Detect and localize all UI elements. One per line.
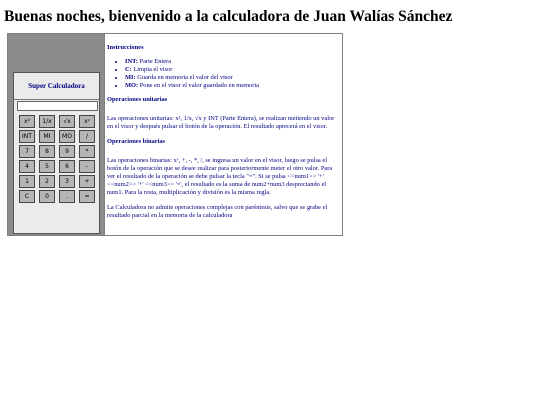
key-divide[interactable]: /: [79, 130, 95, 143]
list-item: [125, 74, 336, 82]
instruction-text: Pone en el visor el valor guardado en memoria: [138, 82, 259, 89]
instruction-key: INT:: [125, 58, 139, 65]
calculator-column: [8, 34, 105, 235]
binary-operations-text: Las operaciones binarias: xʸ, +, -, *, /, se ingresa un valor en el visor, luego se pulsa el botón de la operación que se desee realizar para posteriormente meter el otro valor. Para ver el resultado de la operación se debe pulsar la tecla "=". Si se pulsa <<num1>> '+' <<num2>> '+' <<num3>> '=', el resultado es la suma de num2+num3 despreciando el num1. Para la resta, multiplicación y división es la misma regla.: [107, 157, 333, 196]
key-clear[interactable]: C: [19, 190, 35, 203]
key-4[interactable]: 4: [19, 160, 35, 173]
key-memory-in[interactable]: MI: [39, 130, 55, 143]
key-7[interactable]: 7: [19, 145, 35, 158]
key-8[interactable]: 8: [39, 145, 55, 158]
key-3[interactable]: 3: [59, 175, 75, 188]
key-square[interactable]: x²: [19, 115, 35, 128]
instructions-list: [107, 58, 336, 90]
list-item: [125, 66, 336, 74]
key-power[interactable]: xʸ: [79, 115, 95, 128]
unary-operations-heading: Operaciones unitarias: [107, 96, 168, 103]
instruction-text: Guarda en memoria el valor del visor: [135, 74, 233, 81]
key-5[interactable]: 5: [39, 160, 55, 173]
instructions-heading: Instrucciones: [107, 44, 144, 51]
binary-operations-heading: Operaciones binarias: [107, 138, 166, 145]
instructions-panel: [105, 34, 342, 235]
key-0[interactable]: 0: [39, 190, 55, 203]
key-multiply[interactable]: *: [79, 145, 95, 158]
key-subtract[interactable]: -: [79, 160, 95, 173]
calculator-display[interactable]: [17, 101, 98, 111]
key-9[interactable]: 9: [59, 145, 75, 158]
calculator-title: Super Calculadora: [14, 73, 99, 100]
key-6[interactable]: 6: [59, 160, 75, 173]
key-decimal[interactable]: .: [59, 190, 75, 203]
key-reciprocal[interactable]: 1/x: [39, 115, 55, 128]
calculator-keypad: [19, 115, 97, 203]
unary-operations-text: Las operaciones unitarias: x², 1/x, √x y INT (Parte Entera), se realizan metiendo un valor en el visor y después pulsar el botón de la operación. El resultado aprecerá en el visor.: [107, 115, 335, 130]
list-item: [125, 82, 336, 90]
list-item: [125, 58, 336, 66]
instruction-key: C:: [125, 66, 132, 73]
complex-operations-note: La Calculadora no admite operaciones complejas con paréntesis, salvo que se grabe el resultado parcial en la memoria de la calculadora: [107, 204, 328, 219]
key-1[interactable]: 1: [19, 175, 35, 188]
key-sqrt[interactable]: √x: [59, 115, 75, 128]
instruction-key: MO:: [125, 82, 139, 89]
main-layout-table: [7, 33, 343, 236]
key-int[interactable]: INT: [19, 130, 35, 143]
key-add[interactable]: +: [79, 175, 95, 188]
page-title: Buenas noches, bienvenido a la calculadora de Juan Walías Sánchez: [4, 8, 453, 25]
key-2[interactable]: 2: [39, 175, 55, 188]
instruction-key: MI:: [125, 74, 136, 81]
calculator: [13, 72, 100, 234]
instruction-text: Limpia el visor: [131, 66, 173, 73]
key-memory-out[interactable]: MO: [59, 130, 75, 143]
key-equals[interactable]: =: [79, 190, 95, 203]
instruction-text: Parte Entera: [138, 58, 172, 65]
